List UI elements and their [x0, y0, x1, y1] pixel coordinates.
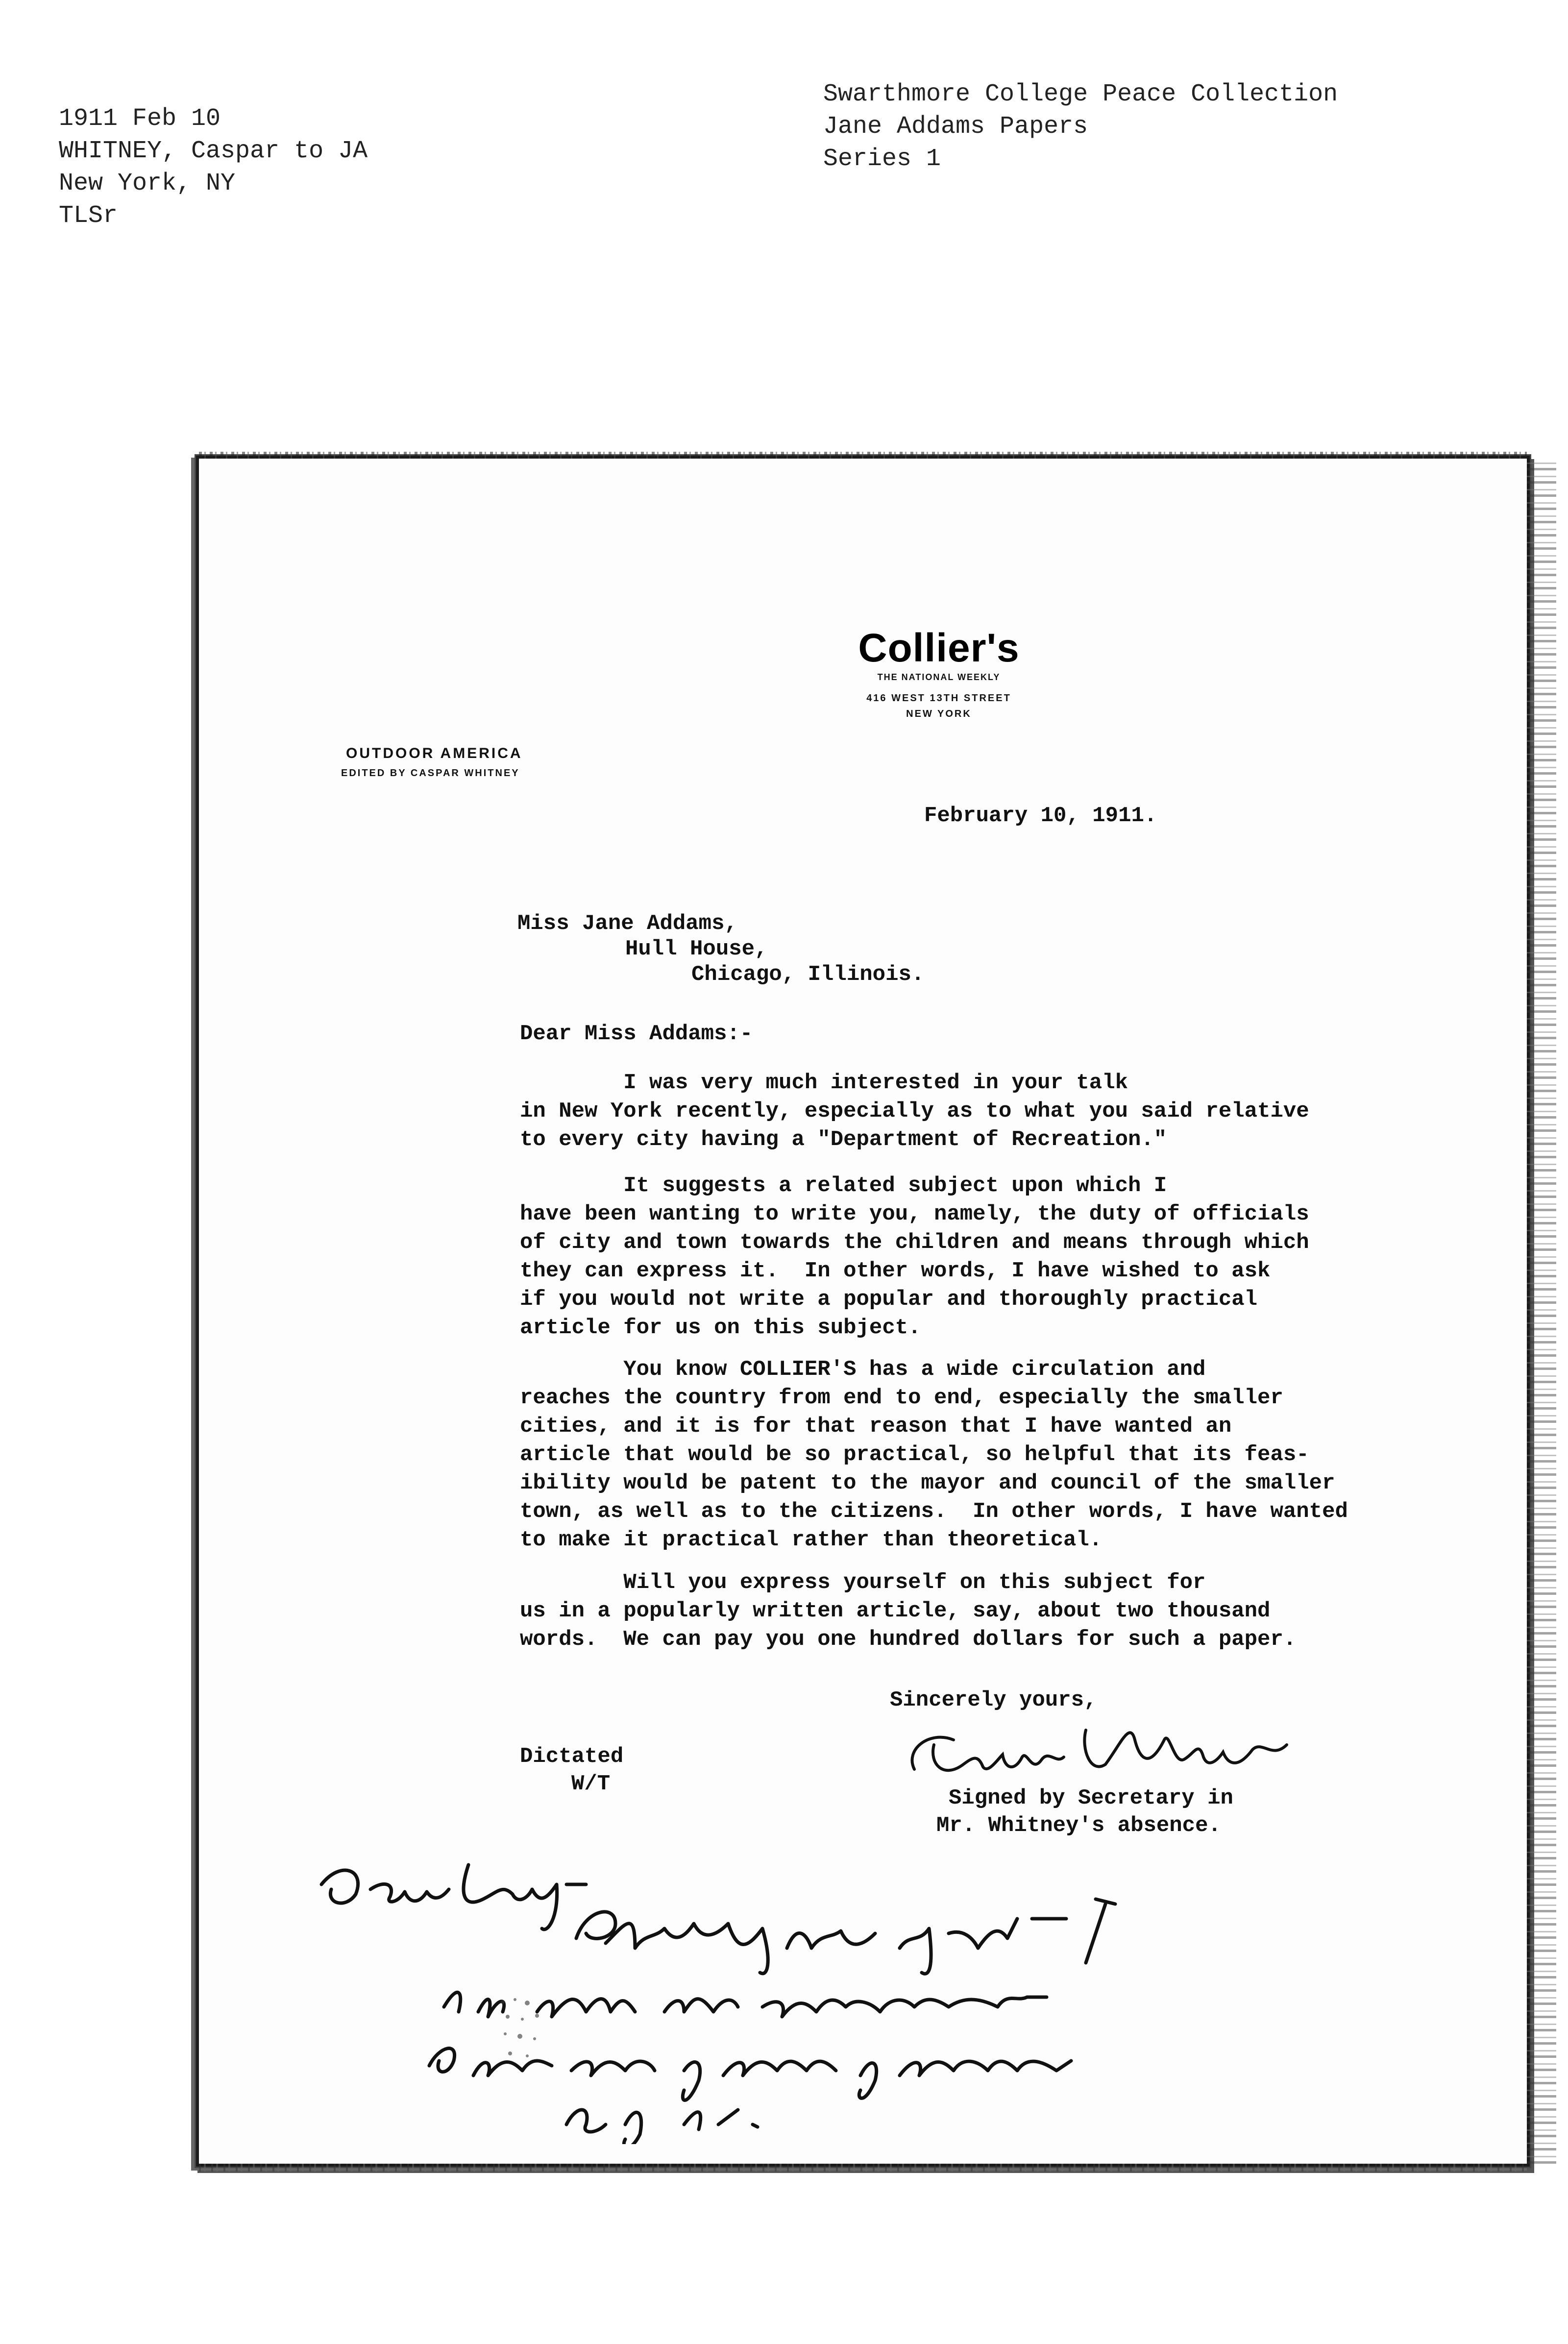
paragraph-line: to every city having a "Department of Recreation."	[520, 1127, 1167, 1152]
paragraph-line: It suggests a related subject upon which I	[520, 1173, 1167, 1198]
archive-collection	[823, 78, 1338, 175]
archive-date: 1911 Feb 10	[59, 105, 221, 133]
archive-doc-type: TLSr	[59, 202, 118, 230]
paragraph-line: have been wanting to write you, namely, the duty of officials	[520, 1202, 1309, 1226]
paragraph-line: in New York recently, especially as to what you said relative	[520, 1099, 1309, 1123]
scan-edge-right	[1527, 459, 1556, 2164]
collection-papers: Jane Addams Papers	[823, 113, 1088, 141]
letter-date: February 10, 1911.	[924, 804, 1157, 828]
ink-smudge-image	[493, 1992, 547, 2066]
handwritten-note-image	[312, 1850, 1488, 2144]
signed-note-line1: Signed by Secretary in	[949, 1786, 1233, 1810]
paragraph-line: they can express it. In other words, I have wished to ask	[520, 1259, 1271, 1283]
paragraph-line: of city and town towards the children and means through which	[520, 1230, 1309, 1255]
recipient-house: Hull House,	[625, 937, 768, 961]
paragraph-line: to make it practical rather than theoretical.	[520, 1528, 1102, 1552]
archive-place: New York, NY	[59, 170, 236, 197]
paragraph-line: article for us on this subject.	[520, 1316, 921, 1340]
paragraph-line: Will you express yourself on this subject for	[520, 1570, 1206, 1595]
scan-edge-top	[199, 452, 1527, 459]
paragraph-line: reaches the country from end to end, especially the smaller	[520, 1386, 1283, 1410]
letterhead-address	[777, 690, 1101, 722]
department-block	[341, 745, 523, 779]
letterhead-masthead	[777, 625, 1101, 722]
paragraph-line: if you would not write a popular and thoroughly practical	[520, 1287, 1258, 1312]
paragraph-line: town, as well as to the citizens. In other words, I have wanted	[520, 1499, 1348, 1524]
paragraph-line: You know COLLIER'S has a wide circulation and	[520, 1357, 1206, 1382]
typist-initials: W/T	[571, 1772, 611, 1796]
department-editor: EDITED BY CASPAR WHITNEY	[341, 768, 520, 779]
paragraph-line: ibility would be patent to the mayor and council of the smaller	[520, 1471, 1335, 1495]
letterhead-city: NEW YORK	[906, 708, 972, 719]
dictated-label: Dictated	[520, 1744, 624, 1769]
recipient-name: Miss Jane Addams,	[517, 911, 737, 936]
salutation: Dear Miss Addams:-	[520, 1022, 753, 1046]
closing: Sincerely yours,	[890, 1688, 1097, 1712]
letter-sheet	[196, 456, 1530, 2167]
archive-correspondents: WHITNEY, Caspar to JA	[59, 137, 368, 165]
letterhead-tagline: THE NATIONAL WEEKLY	[877, 672, 1001, 682]
paragraph	[520, 1355, 1451, 1554]
paragraph-line: I was very much interested in your talk	[520, 1071, 1128, 1095]
scan-edge-bottom	[199, 2164, 1527, 2172]
paragraph	[520, 1069, 1451, 1154]
paragraph-line: article that would be so practical, so helpful that its feas-	[520, 1442, 1309, 1467]
collection-name: Swarthmore College Peace Collection	[823, 80, 1338, 108]
collection-series: Series 1	[823, 145, 941, 173]
paragraph-line: cities, and it is for that reason that I have wanted an	[520, 1414, 1232, 1439]
paragraph	[520, 1172, 1451, 1342]
letterhead-street: 416 WEST 13TH STREET	[866, 693, 1011, 704]
department-title: OUTDOOR AMERICA	[346, 745, 523, 761]
signed-note-line2: Mr. Whitney's absence.	[936, 1813, 1221, 1838]
paragraph-line: words. We can pay you one hundred dollars for such a paper.	[520, 1627, 1297, 1652]
paragraph-line: us in a popularly written article, say, about two thousand	[520, 1599, 1271, 1623]
letterhead-brand: Collier's	[858, 626, 1020, 670]
archive-metadata	[59, 103, 368, 232]
paragraph	[520, 1568, 1451, 1654]
recipient-city: Chicago, Illinois.	[691, 962, 925, 987]
